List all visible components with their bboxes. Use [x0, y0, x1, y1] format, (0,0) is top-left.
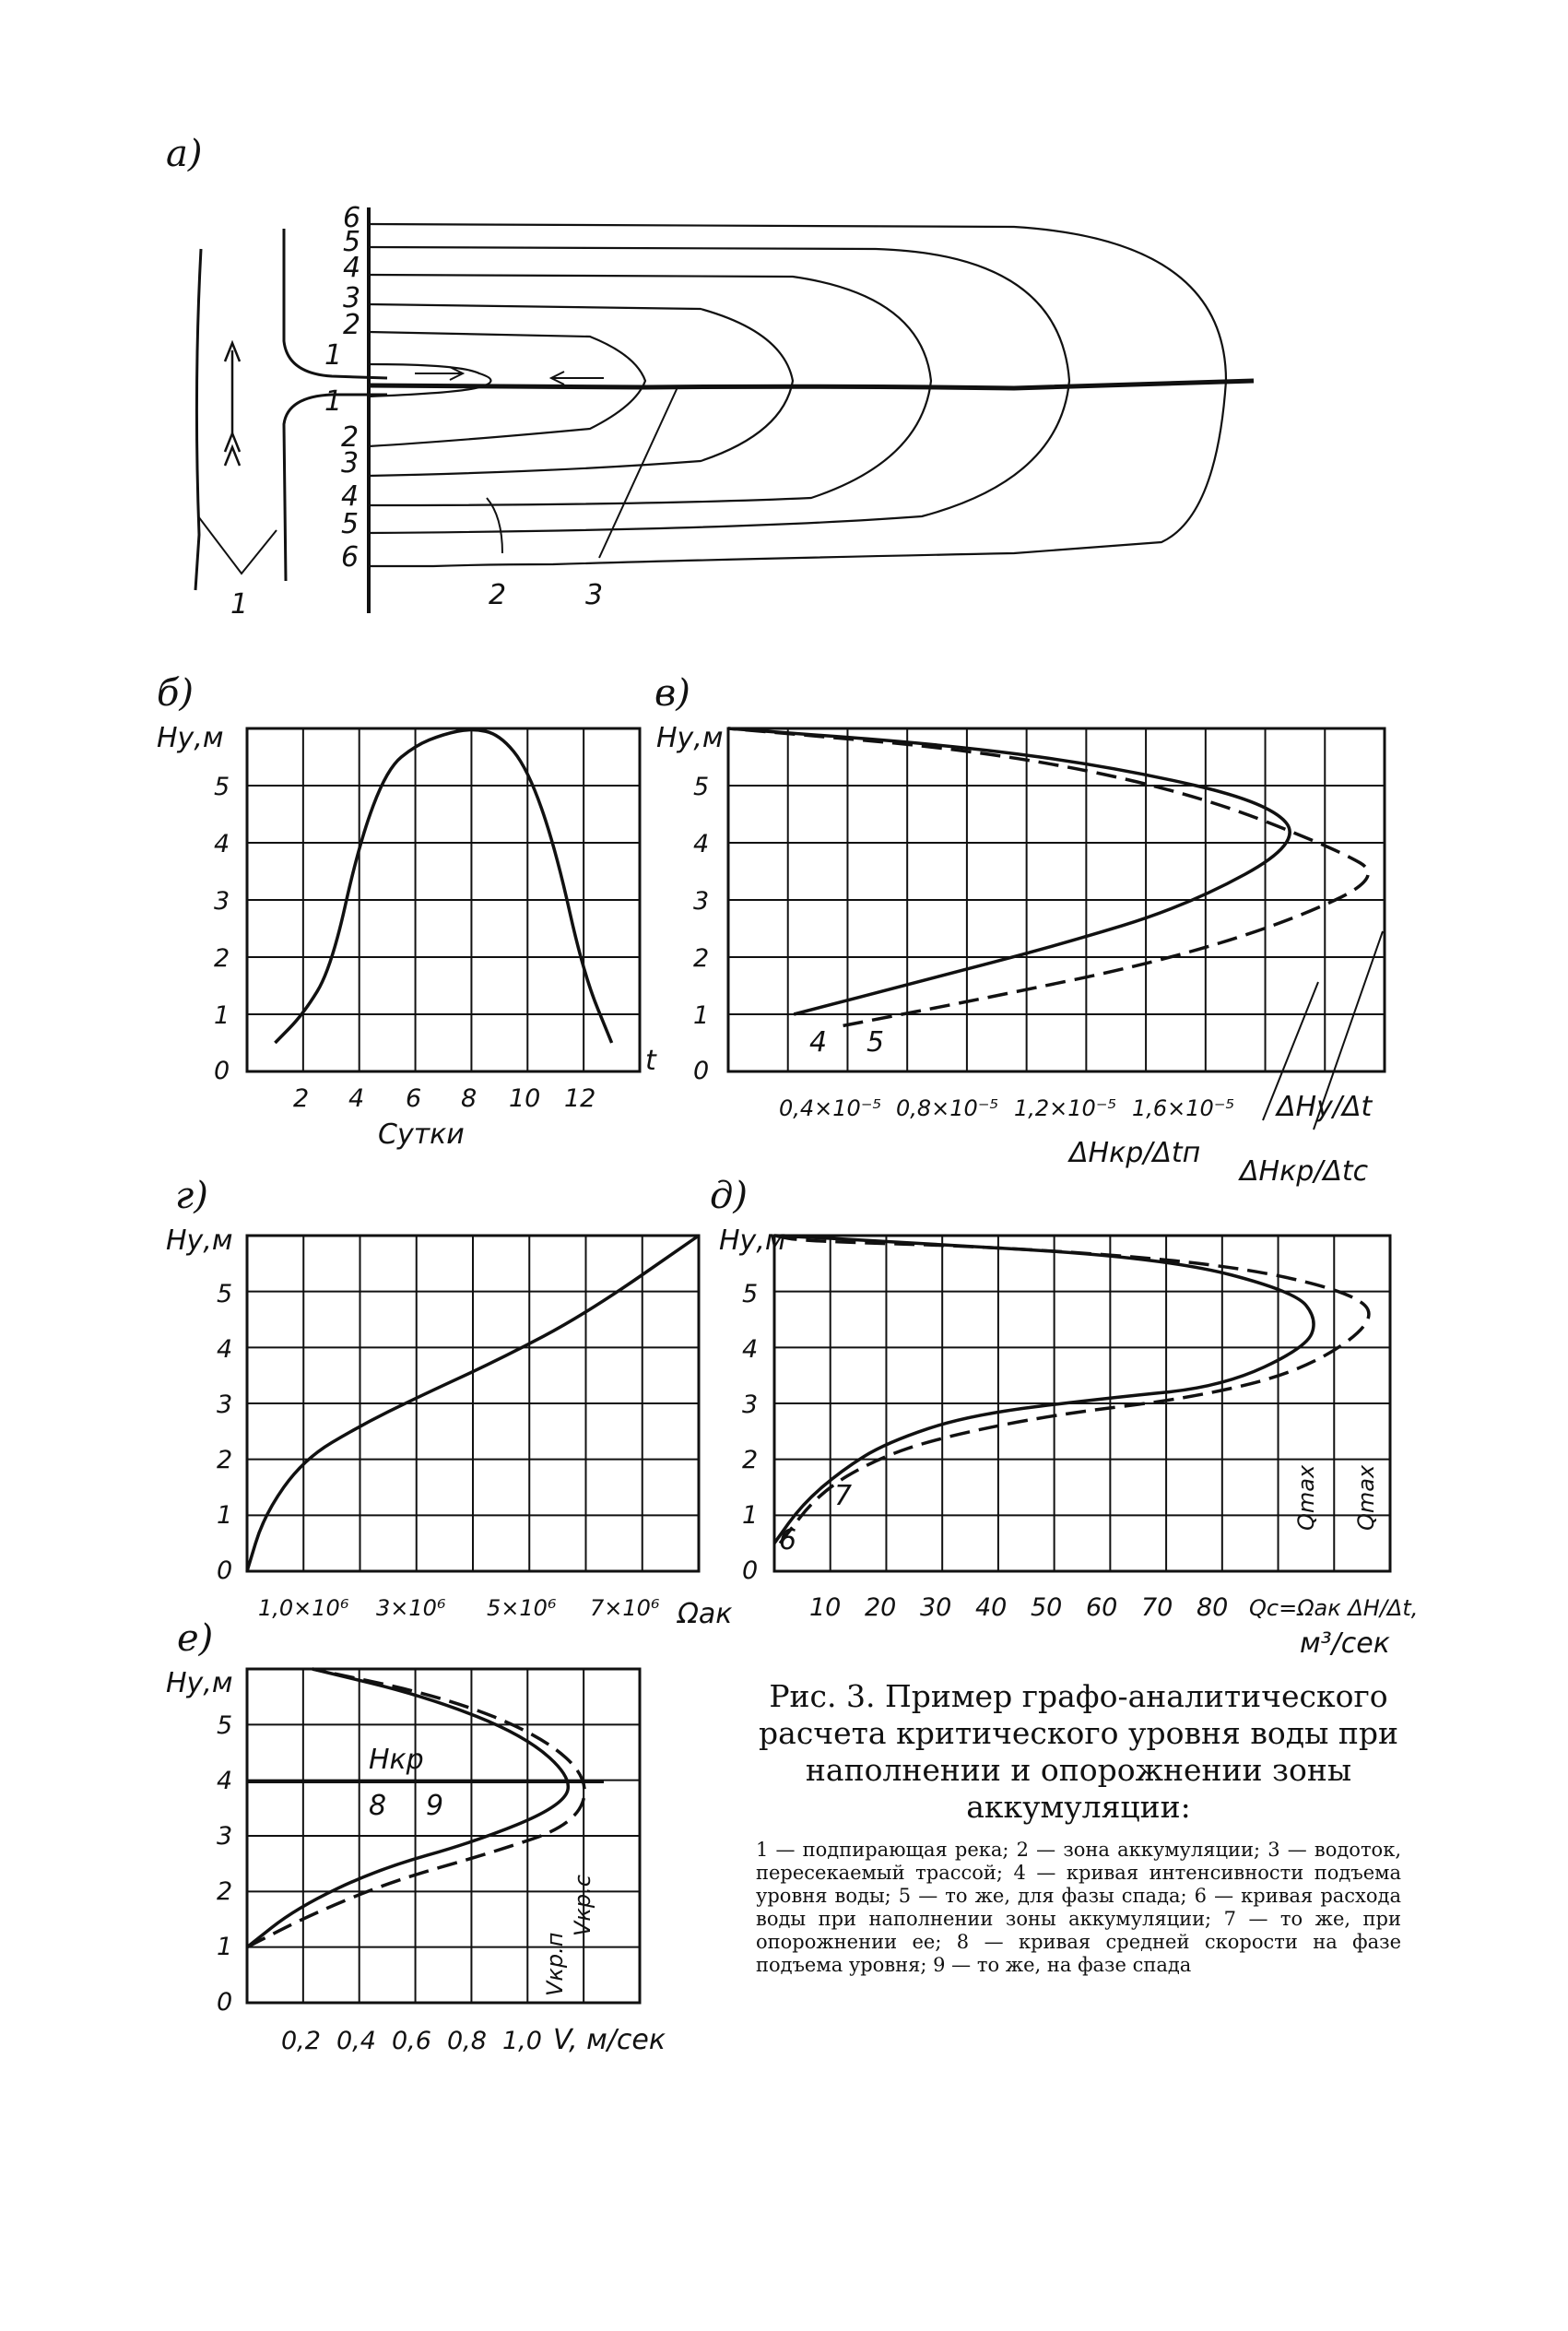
panel-d-xticks [809, 1593, 1228, 1622]
river-left-bank [195, 249, 201, 590]
contour-labels-bottom [324, 385, 359, 574]
callout-1-leader [198, 516, 277, 574]
xtick: 1,2×10⁻⁵ [1014, 1095, 1117, 1121]
panel-b-x-end: t [645, 1045, 656, 1077]
xtick: 50 [1031, 1593, 1063, 1622]
contour-label: 6 [341, 541, 360, 574]
ytick: 1 [742, 1501, 759, 1530]
xtick: 40 [975, 1593, 1008, 1622]
ytick: 5 [217, 1711, 233, 1740]
panel-b-letter: б) [157, 672, 195, 715]
curve-label-5: 5 [867, 1026, 885, 1059]
panel-v-yticks [693, 773, 709, 1085]
contour-label: 6 [343, 202, 361, 234]
contour-4 [369, 275, 931, 505]
contour-label: 1 [324, 339, 343, 372]
river-right-bank-lower [284, 395, 387, 581]
ytick: 2 [693, 944, 710, 973]
curve-label-8: 8 [369, 1790, 387, 1822]
xtick: 1,0×10⁶ [258, 1595, 349, 1621]
series-line-д-7 [774, 1236, 1369, 1544]
level-label-hkr: Hкр [369, 1744, 424, 1776]
ytick: 0 [693, 1057, 710, 1085]
panel-e-grid [247, 1669, 640, 2003]
flow-arrow-icon [225, 343, 240, 433]
panel-v-grid [728, 728, 1385, 1071]
panel-g-ylabel: Hу,м [166, 1225, 233, 1257]
panel-g-yticks [217, 1280, 232, 1585]
xtick: 1,6×10⁻⁵ [1132, 1095, 1235, 1121]
panel-g-letter: г) [175, 1175, 208, 1217]
ytick: 5 [693, 773, 710, 801]
contour-label: 3 [341, 447, 360, 479]
panel-v-ylabel: Hу,м [656, 722, 724, 754]
ytick: 5 [217, 1280, 233, 1308]
panel-d-letter: д) [710, 1175, 748, 1217]
contour-label: 2 [341, 421, 360, 454]
panel-a-plan [166, 133, 1254, 621]
panel-e-ylabel: Hу,м [166, 1667, 233, 1699]
panel-b-yticks [214, 773, 230, 1085]
xtick: 10 [509, 1084, 541, 1113]
series-line-д-6 [774, 1236, 1314, 1544]
contour-label: 5 [341, 508, 360, 540]
xtick: 4 [348, 1084, 365, 1113]
panel-e-yticks [217, 1711, 232, 2017]
ytick: 0 [214, 1057, 230, 1085]
callout-3-leader [599, 387, 678, 558]
annotation-vkrp: Vкр.п [542, 1932, 568, 1996]
backflow-arrow-icon [551, 372, 604, 385]
xtick: 5×10⁶ [487, 1595, 557, 1621]
ytick: 0 [217, 1556, 233, 1585]
annotation-dHkr-dtp: ΔHкр/Δtп [1069, 1137, 1201, 1169]
panel-b-xlabel: Сутки [378, 1118, 465, 1151]
series-line-б-1 [275, 730, 611, 1043]
callout-1: 1 [230, 588, 249, 621]
flow-chevron-icon [225, 433, 240, 466]
xtick: 0,8×10⁻⁵ [896, 1095, 999, 1121]
figure-caption [756, 1678, 1401, 1977]
xtick: 70 [1141, 1593, 1173, 1622]
panel-v-xticks [779, 1095, 1234, 1121]
annotation-dHkr-dtc: ΔHкр/Δtс [1240, 1155, 1369, 1188]
xtick: 0,8 [447, 2027, 487, 2055]
contour-label: 4 [341, 480, 360, 513]
caption-legend: 1 — подпирающая река; 2 — зона аккумуляции; 3 — водоток, пересекаемый трассой; 4 — кривая интенсивности подъема уровня воды; 5 — то же, для фазы спада; 6 — кривая расхода воды при наполнении зоны аккумуляции; 7 — то же, при опорожнении ее; 8 — кривая средней скорости на фазе подъема уровня; 9 — то же, на фазе спада [756, 1839, 1401, 1976]
annotation-vkrc: Vкр.с [570, 1875, 595, 1936]
ytick: 4 [693, 830, 710, 858]
panel-b-chart [157, 672, 657, 1151]
ytick: 1 [214, 1001, 230, 1030]
panel-d-x-unit: м³/сек [1300, 1627, 1390, 1660]
ytick: 3 [214, 887, 230, 916]
series-line-е-8 [247, 1669, 568, 1947]
ytick: 5 [214, 773, 230, 801]
ytick: 1 [693, 1001, 710, 1030]
curve-label-9: 9 [426, 1790, 444, 1822]
contour-label: 5 [343, 226, 361, 258]
contour-1 [369, 364, 491, 396]
ytick: 2 [214, 944, 230, 973]
contour-3 [369, 304, 793, 476]
curve-label-4: 4 [809, 1026, 828, 1059]
panel-d-chart [710, 1175, 1418, 1660]
ytick: 4 [742, 1335, 759, 1364]
xtick: 1,0 [502, 2027, 542, 2055]
ytick: 2 [742, 1446, 759, 1474]
contour-label: 3 [343, 282, 361, 314]
panel-g-grid [247, 1236, 699, 1571]
panel-d-yticks [742, 1280, 758, 1585]
xtick: 3×10⁶ [376, 1595, 446, 1621]
ytick: 2 [217, 1446, 233, 1474]
annotation-qmax-fill: Qmax [1293, 1464, 1319, 1531]
ytick: 5 [742, 1280, 759, 1308]
ytick: 4 [214, 830, 230, 858]
panel-d-x-end: Qс=Ωак ΔH/Δt, [1249, 1595, 1419, 1621]
contour-5 [369, 247, 1069, 533]
ytick: 3 [693, 887, 710, 916]
panel-d-ylabel: Hу,м [719, 1225, 786, 1257]
ytick: 0 [217, 1988, 233, 2017]
ytick: 3 [742, 1390, 759, 1419]
xtick: 30 [920, 1593, 952, 1622]
curve-label-6: 6 [779, 1524, 797, 1556]
panel-v-letter: в) [654, 672, 690, 715]
panel-e-letter: е) [177, 1617, 214, 1660]
panel-e-chart [166, 1617, 666, 2056]
annotation-qmax-drain: Qmax [1353, 1464, 1379, 1531]
contour-labels-top [324, 202, 360, 372]
panel-g-xticks [258, 1595, 660, 1621]
ytick: 1 [217, 1501, 233, 1530]
curve-label-7: 7 [834, 1480, 853, 1512]
panel-e-xticks [281, 2027, 542, 2055]
panel-g-x-end: Ωак [678, 1598, 733, 1630]
xtick: 10 [809, 1593, 842, 1622]
xtick: 0,2 [281, 2027, 321, 2055]
xtick: 12 [564, 1084, 596, 1113]
xtick: 60 [1086, 1593, 1118, 1622]
xtick: 8 [461, 1084, 477, 1113]
xtick: 80 [1197, 1593, 1229, 1622]
panel-a-letter: а) [166, 133, 203, 175]
xtick: 0,4×10⁻⁵ [779, 1095, 882, 1121]
watercourse-line [369, 381, 1254, 388]
contour-label: 4 [343, 252, 361, 284]
series-line-в-5 [728, 728, 1368, 1025]
panel-b-grid [247, 728, 640, 1071]
contour-label: 2 [343, 309, 361, 341]
xtick: 0,6 [392, 2027, 431, 2055]
panel-v-chart [654, 672, 1385, 1188]
ytick: 1 [217, 1933, 233, 1961]
xtick: 7×10⁶ [590, 1595, 660, 1621]
xtick: 20 [865, 1593, 897, 1622]
panel-b-ylabel: Hу,м [157, 722, 224, 754]
ytick: 0 [742, 1556, 759, 1585]
ytick: 3 [217, 1390, 233, 1419]
panel-e-x-end: V, м/сек [553, 2024, 666, 2056]
xtick: 6 [406, 1084, 422, 1113]
caption-title: Рис. 3. Пример графо-аналитического расчета критического уровня воды при наполнении и опорожнении зоны аккумуляции: [759, 1678, 1398, 1825]
ytick: 4 [217, 1767, 233, 1795]
callout-2-leader [487, 498, 502, 553]
ytick: 2 [217, 1877, 233, 1906]
panel-v-x-end: ΔHу/Δt [1277, 1091, 1373, 1123]
panel-b-xticks [293, 1084, 595, 1113]
xtick: 0,4 [336, 2027, 376, 2055]
xtick: 2 [293, 1084, 310, 1113]
contour-label: 1 [324, 385, 343, 418]
ytick: 3 [217, 1822, 233, 1851]
inflow-arrow-icon [415, 367, 463, 380]
callout-3: 3 [585, 579, 604, 611]
ytick: 4 [217, 1335, 233, 1364]
callout-2: 2 [489, 579, 507, 611]
